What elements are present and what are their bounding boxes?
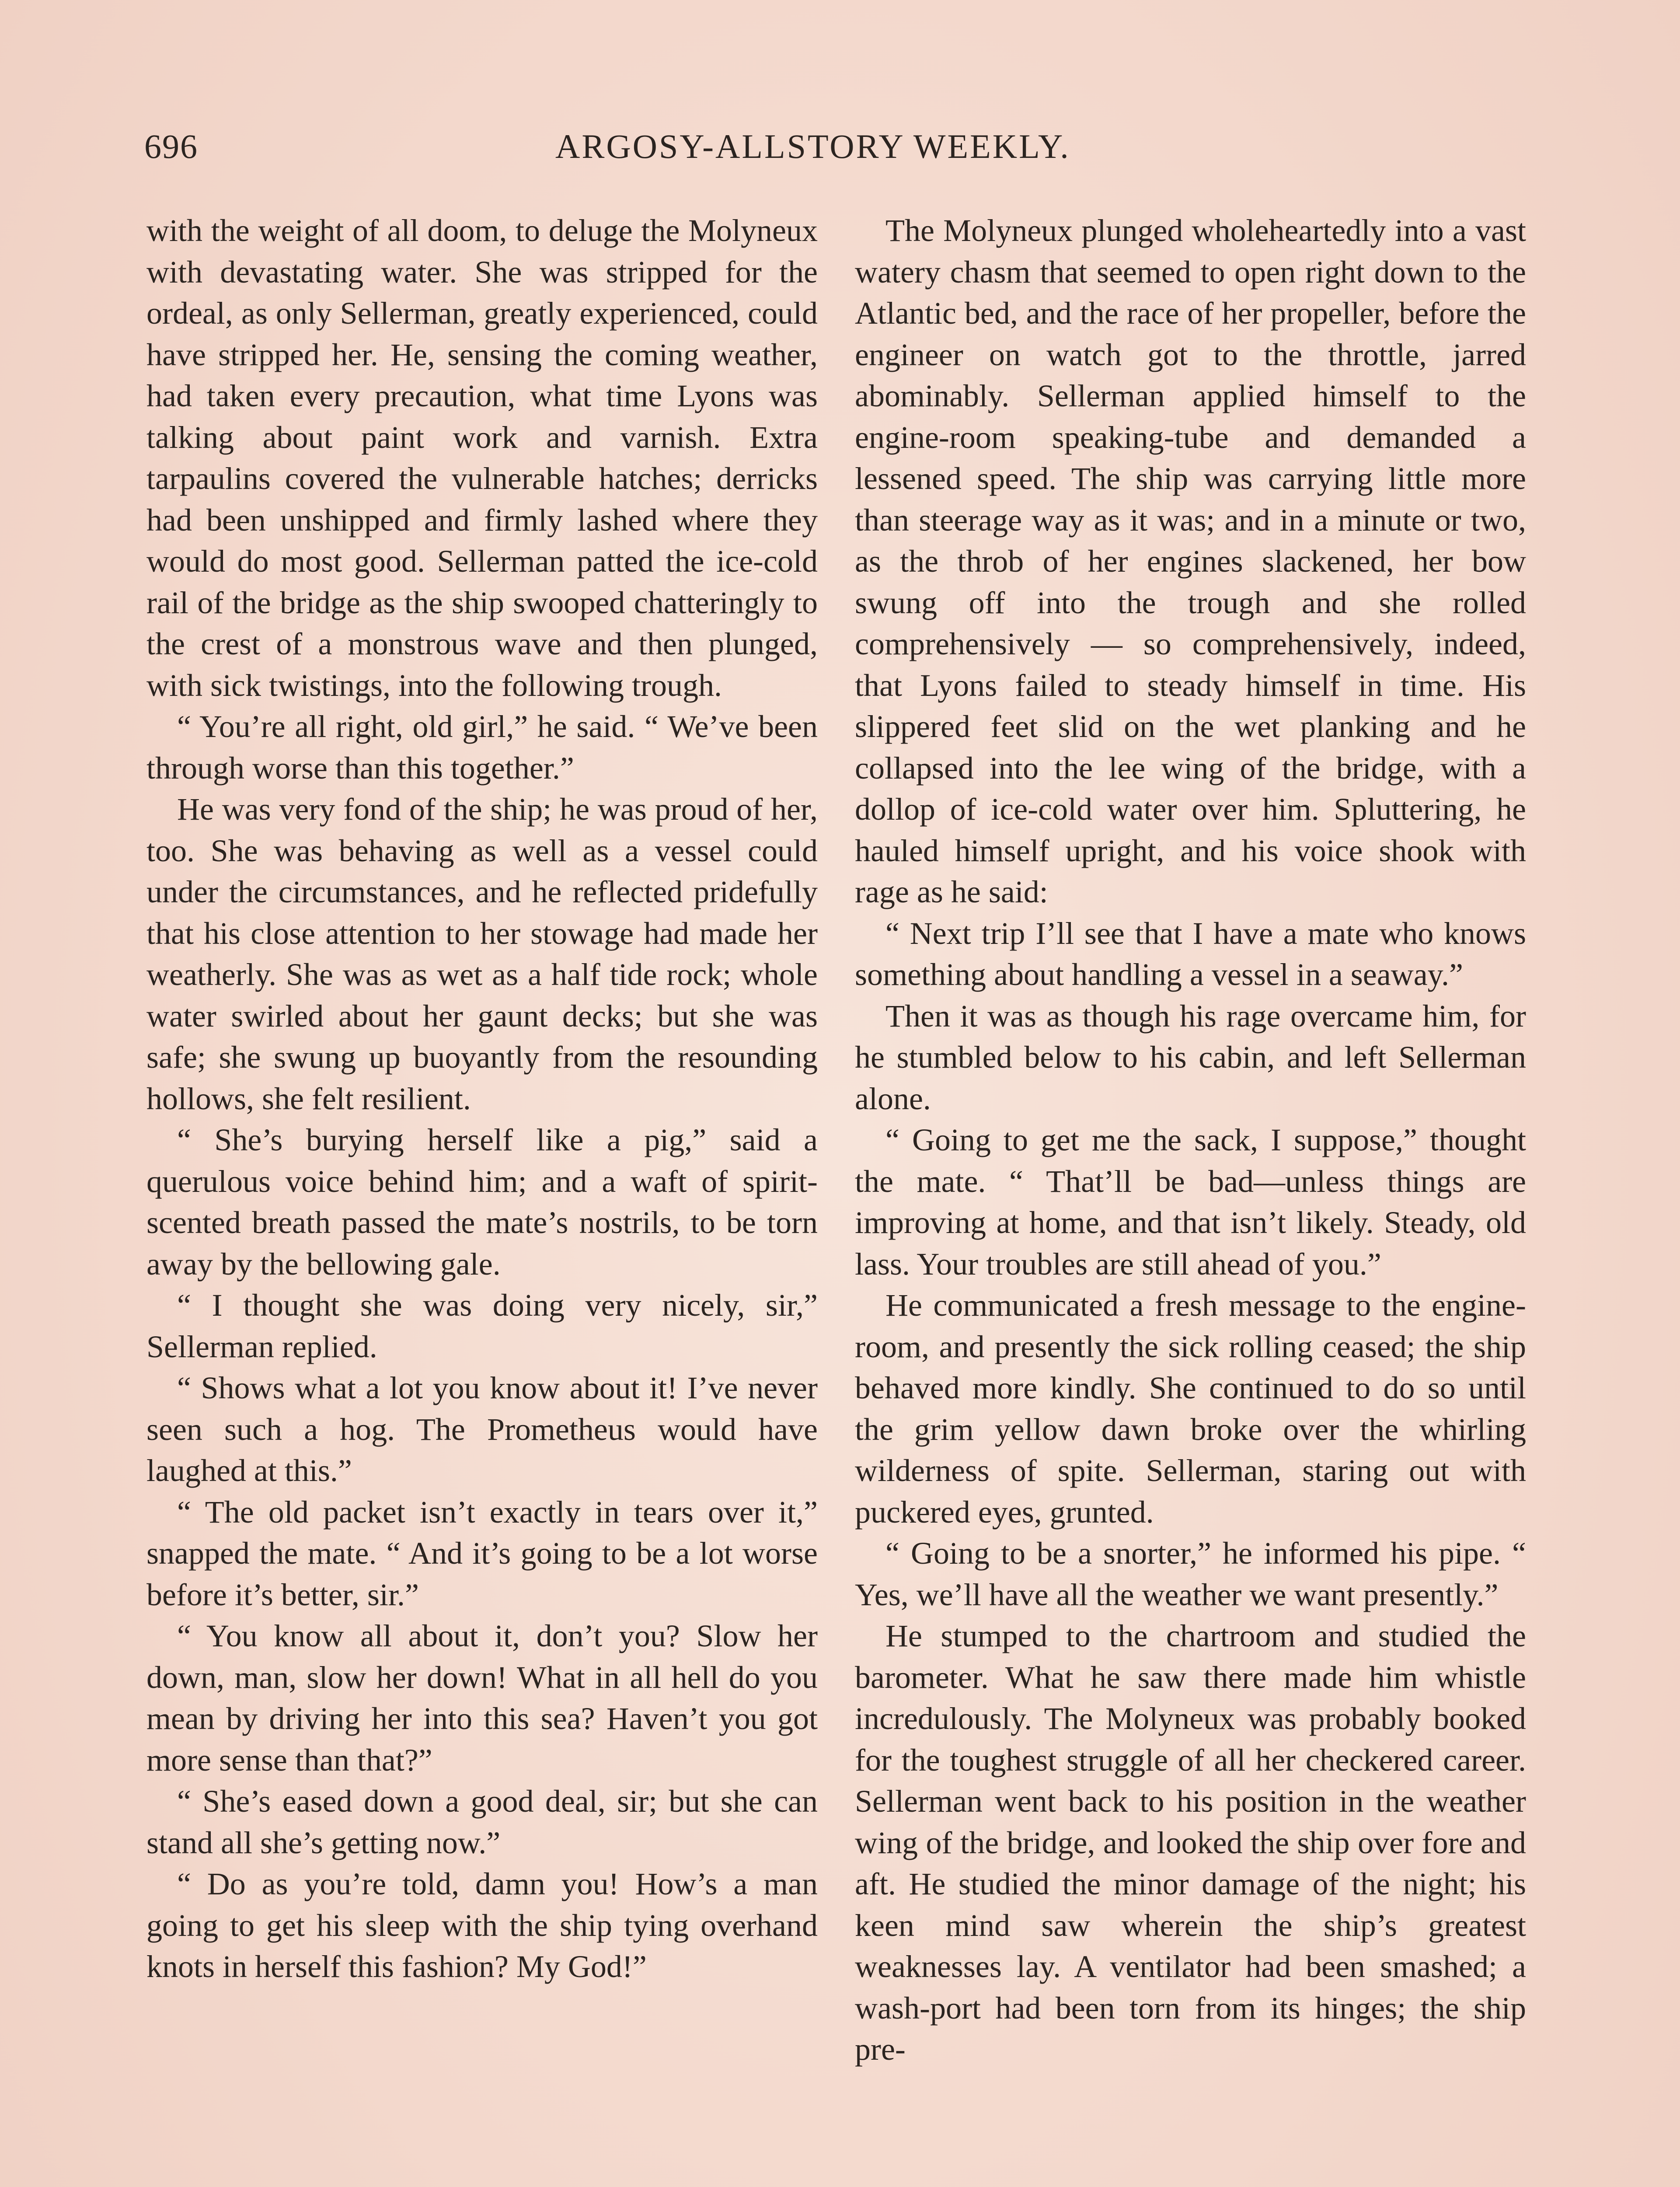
paragraph: “ The old packet isn’t exactly in tears over it,” snapped the mate. “ And it’s going to be a lot worse before it’s better, sir.”	[146, 1494, 818, 1612]
page-header	[144, 127, 1124, 175]
paragraph: “ She’s eased down a good deal, sir; but she can stand all she’s getting now.”	[146, 1784, 818, 1860]
paragraph: The Molyneux plunged wholeheartedly into a vast watery chasm that seemed to open right down to the Atlantic bed, and the race of her propeller, before the engineer on watch got to the throttle, jarred abominably. Sellerman applied himself to the engine-room speaking-tube and demanded a lessened speed. The ship was carrying little more than steerage way as it was; and in a minute or two, as the throb of her engines slackened, her bow swung off into the trough and she rolled comprehensively — so comprehensively, indeed, that Lyons failed to steady himself in time. His slippered feet slid on the wet planking and he collapsed into the lee wing of the bridge, with a dollop of ice-cold water over him. Spluttering, he hauled himself upright, and his voice shook with rage as he said:	[855, 213, 1526, 909]
right-column	[855, 210, 1526, 2187]
paragraph: “ I thought she was doing very nicely, sir,” Sellerman replied.	[146, 1288, 818, 1364]
paragraph: “ Going to get me the sack, I suppose,” thought the mate. “ That’ll be bad—unless things are improving at home, and that isn’t likely. Steady, old lass. Your troubles are still ahead of you.”	[855, 1122, 1526, 1282]
paragraph: “ Do as you’re told, damn you! How’s a man going to get his sleep with the ship tying overhand knots in herself this fashion? My God!”	[146, 1866, 818, 1984]
running-title: ARGOSY-ALLSTORY WEEKLY.	[555, 127, 1070, 165]
paragraph: He was very fond of the ship; he was proud of her, too. She was behaving as well as a vessel could under the circumstances, and he reflected pridefully that his close attention to her stowage had made her weatherly. She was as wet as a half tide rock; whole water swirled about her gaunt decks; but she was safe; she swung up buoyantly from the resounding hollows, she felt resilient.	[146, 792, 818, 1116]
paragraph: “ She’s burying herself like a pig,” said a querulous voice behind him; and a waft of spirit-scented breath passed the mate’s nostrils, to be torn away by the bellowing gale.	[146, 1122, 818, 1282]
page-number: 696	[144, 127, 198, 165]
paragraph: “ Shows what a lot you know about it! I’ve never seen such a hog. The Prometheus would have laughed at this.”	[146, 1370, 818, 1488]
paragraph: Then it was as though his rage overcame him, for he stumbled below to his cabin, and left Sellerman alone.	[855, 998, 1526, 1116]
paragraph: “ Going to be a snorter,” he informed his pipe. “ Yes, we’ll have all the weather we want presently.”	[855, 1536, 1526, 1612]
paragraph: “ Next trip I’ll see that I have a mate who knows something about handling a vessel in a seaway.”	[855, 915, 1526, 992]
paragraph: “ You know all about it, don’t you? Slow her down, man, slow her down! What in all hell do you mean by driving her into this sea? Haven’t you got more sense than that?”	[146, 1618, 818, 1778]
paragraph: with the weight of all doom, to deluge the Molyneux with devastating water. She was stripped for the ordeal, as only Sellerman, greatly experienced, could have stripped her. He, sensing the coming weather, had taken every precaution, what time Lyons was talking about paint work and varnish. Extra tarpaulins covered the vulnerable hatches; derricks had been unshipped and firmly lashed where they would do most good. Sellerman patted the ice-cold rail of the bridge as the ship swooped chatteringly to the crest of a monstrous wave and then plunged, with sick twistings, into the following trough.	[146, 213, 818, 703]
paragraph: “ You’re all right, old girl,” he said. “ We’ve been through worse than this together.”	[146, 709, 818, 786]
left-column	[146, 210, 818, 2187]
paragraph: He stumped to the chartroom and studied the barometer. What he saw there made him whistle incredulously. The Molyneux was probably booked for the toughest struggle of all her checkered career. Sellerman went back to his position in the weather wing of the bridge, and looked the ship over fore and aft. He studied the minor damage of the night; his keen mind saw wherein the ship’s greatest weaknesses lay. A ventilator had been smashed; a wash-port had been torn from its hinges; the ship pre-	[855, 1618, 1526, 2067]
paragraph: He communicated a fresh message to the engine-room, and presently the sick rolling ceased; the ship behaved more kindly. She continued to do so until the grim yellow dawn broke over the whirling wilderness of spite. Sellerman, staring out with puckered eyes, grunted.	[855, 1288, 1526, 1530]
